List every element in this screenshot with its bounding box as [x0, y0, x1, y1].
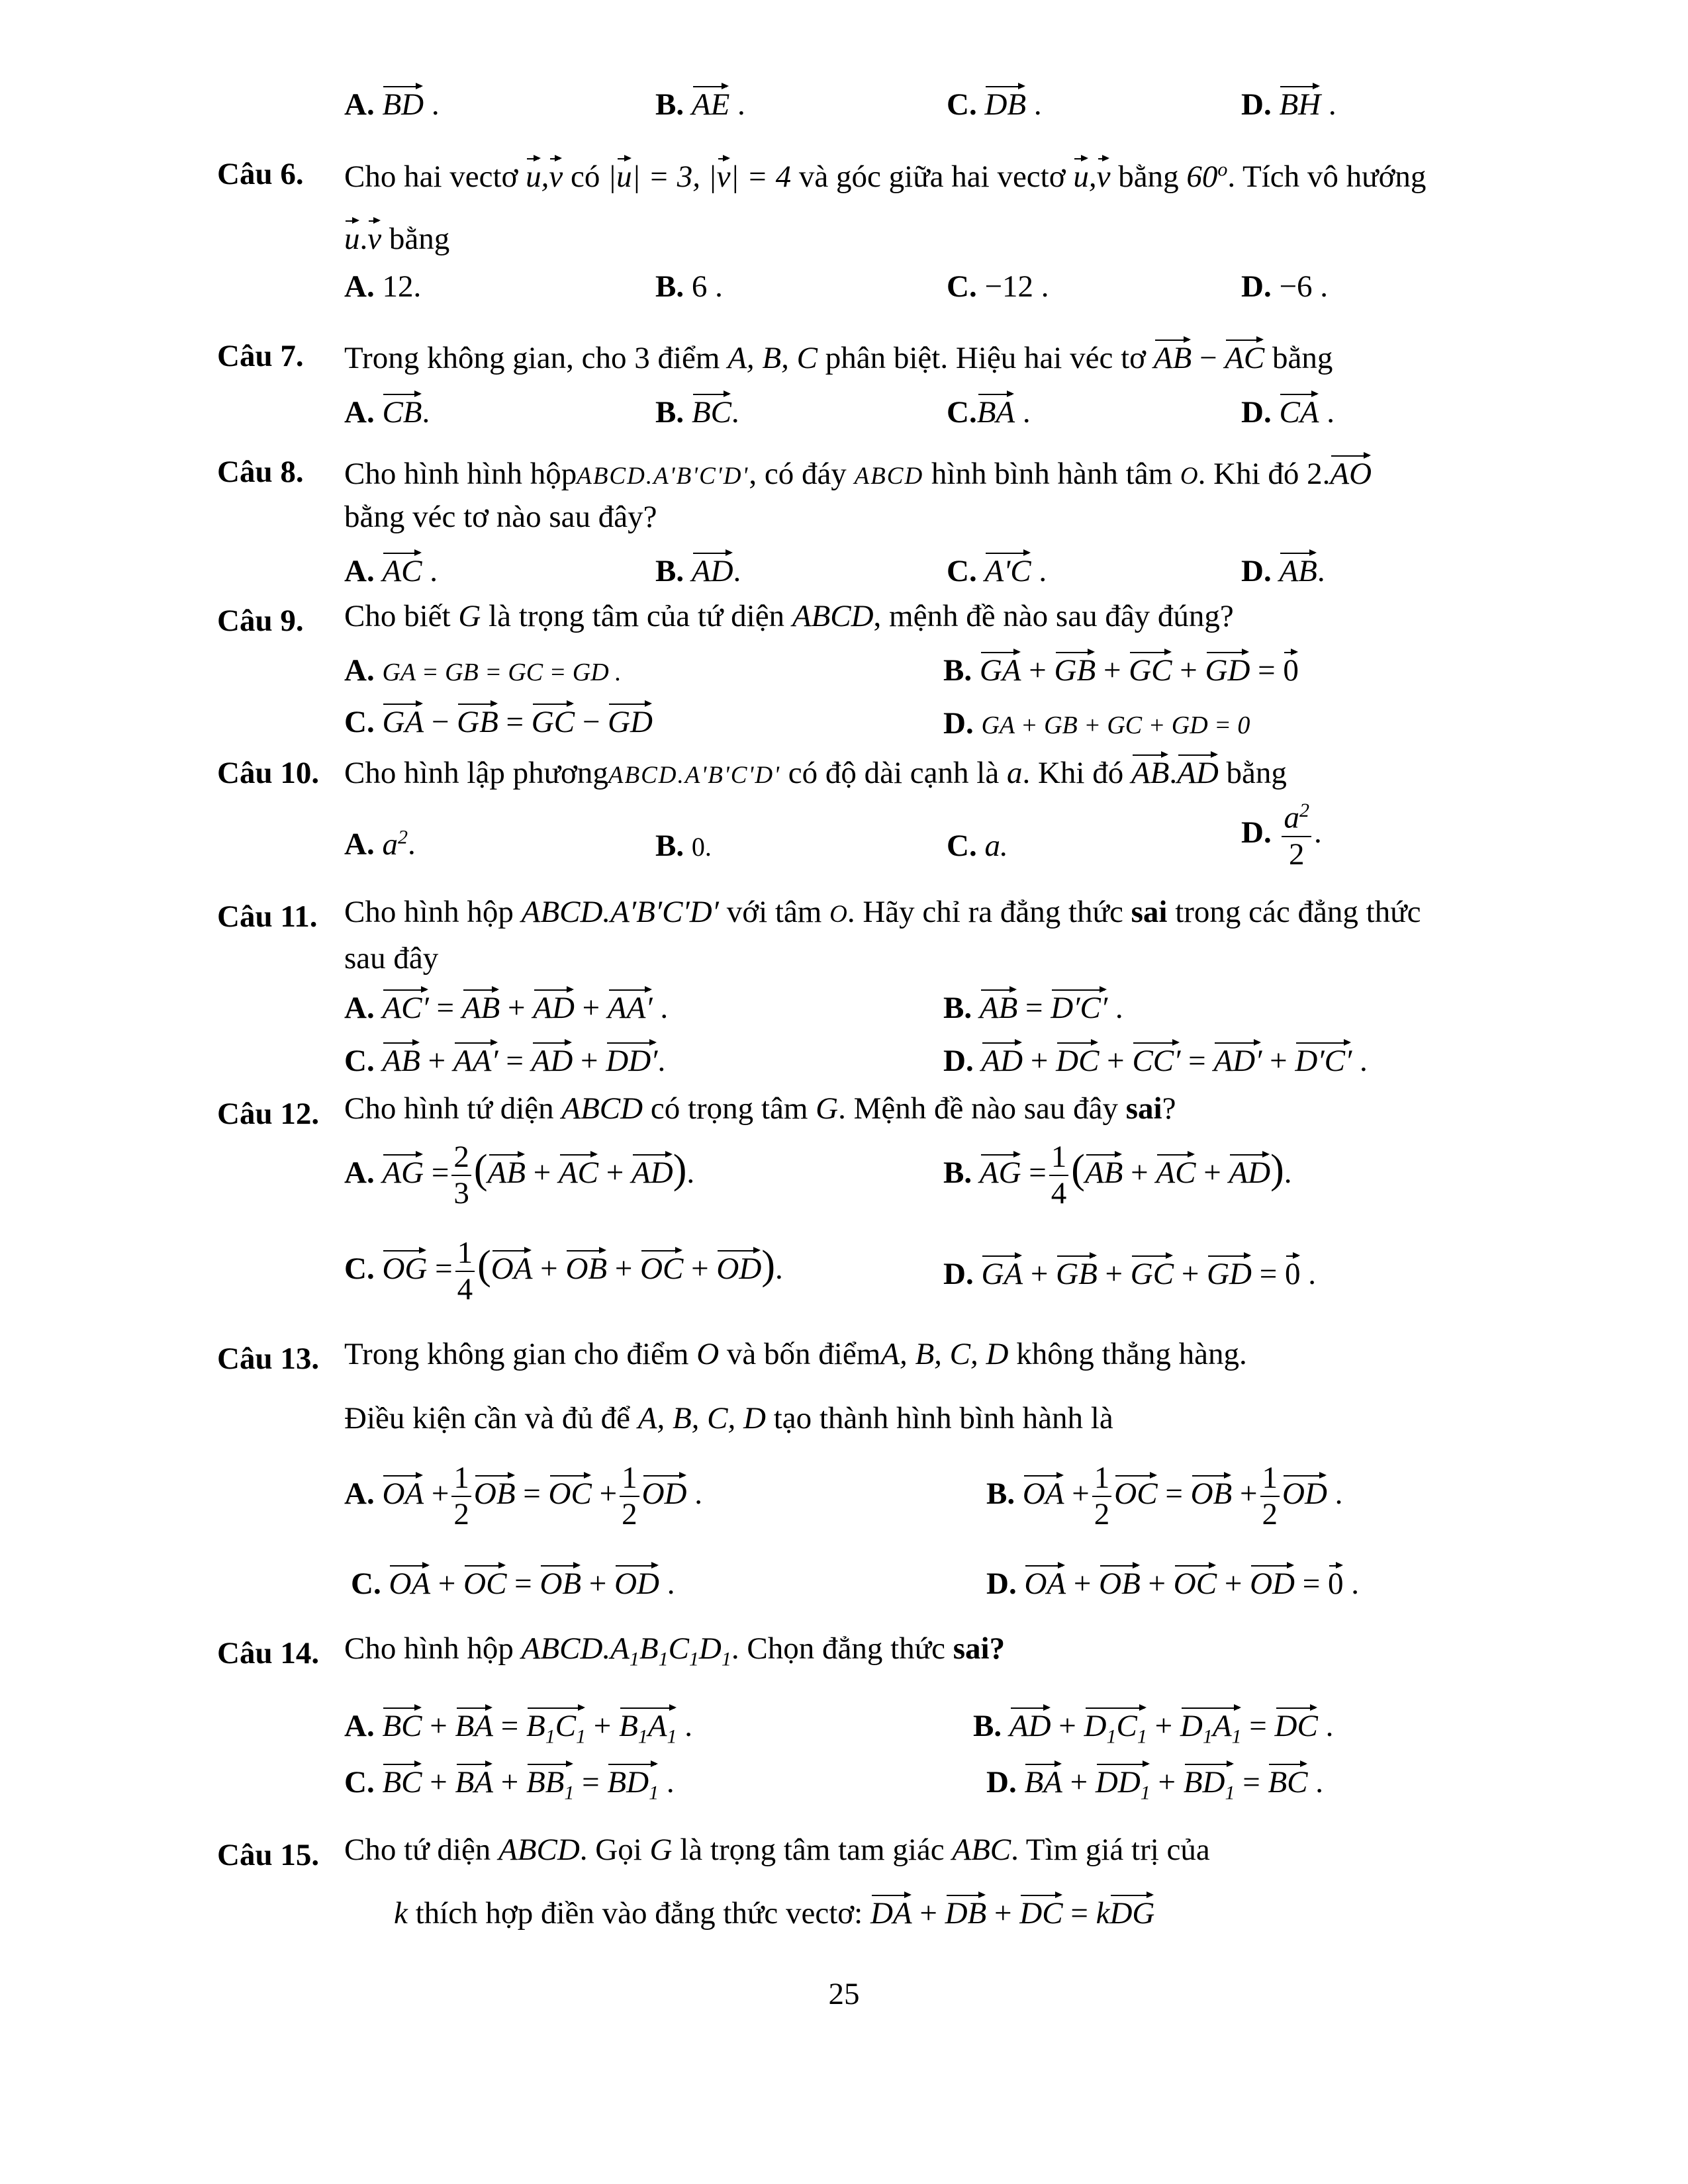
- q8-stem-line1: Cho hình hình hộpABCD.A'B'C'D', có đáy ABCD hình bình hành tâm O. Khi đó 2.AO: [344, 452, 1372, 490]
- q7-option-c: C.BA .: [947, 390, 1031, 428]
- q5-option-c: C. DB .: [947, 83, 1042, 120]
- question-label: Câu 6.: [217, 157, 304, 191]
- q14-option-d: D. BA + $DD_1 + BD_1$ = BC .: [986, 1760, 1323, 1803]
- q13-option-b: B. OA + $\frac{1}{2}$ OC = OB + $\frac{1}{2}$ OD .: [986, 1461, 1343, 1531]
- q9-option-c: C. GA − GB = GC − GD: [344, 700, 653, 738]
- q10-option-d: D. $\frac{a^2}{2}$ .: [1241, 799, 1322, 872]
- q6-option-d: D. −6 .: [1241, 269, 1328, 304]
- page-number: 25: [828, 1977, 860, 2011]
- q9-stem: Cho biết G là trọng tâm của tứ diện ABCD, mệnh đề nào sau đây đúng?: [344, 599, 1234, 633]
- q8-option-a: A. AC .: [344, 549, 438, 587]
- q6-option-c: C. −12 .: [947, 269, 1049, 304]
- q8-option-c: C. A'C .: [947, 549, 1047, 587]
- q8-option-d: D. AB.: [1241, 549, 1325, 587]
- question-label: Câu 12.: [217, 1097, 320, 1131]
- q5-option-b: B. AE .: [655, 83, 745, 120]
- q11-option-d: D. AD + DC + CC′ = AD′ + D′C′ .: [943, 1039, 1368, 1077]
- q13-option-c: C. OA + OC = OB + OD .: [351, 1562, 675, 1600]
- q5-option-a: A. BD .: [344, 83, 440, 120]
- q10-option-a: A. $a^2$.: [344, 826, 416, 862]
- q10-option-c: C. a.: [947, 829, 1008, 863]
- q6-stem-line1: Cho hai vectơ u,v có |u| = 3, |v| = 4 và góc giữa hai vectơ u,v bằng 60$^o$. Tích vô hướng: [344, 155, 1426, 193]
- q7-option-b: B. BC.: [655, 390, 739, 428]
- q11-stem-line2: sau đây: [344, 941, 439, 976]
- q9-option-b: B. GA + GB + GC + GD = 0: [943, 649, 1299, 686]
- question-label: Câu 9.: [217, 604, 304, 638]
- vector: AE: [692, 83, 729, 120]
- q6-option-a: A. 12.: [344, 269, 422, 304]
- q6-stem-line2: u.v bằng: [344, 217, 449, 255]
- q14-option-c: C. BC + BA + $BB_1 = BD_1$ .: [344, 1760, 675, 1803]
- question-label: Câu 11.: [217, 899, 318, 934]
- q11-option-c: C. AB + AA′ = AD + DD′.: [344, 1039, 665, 1077]
- option-label: C.: [947, 87, 977, 122]
- q14-stem: Cho hình hộp $ABCD.A_1B_1C_1D_1$. Chọn đẳng thức sai?: [344, 1631, 1006, 1670]
- q14-option-b: B. AD + $D_1C_1 + D_1A_1$ = DC .: [973, 1704, 1333, 1747]
- q11-option-a: A. AC′ = AB + AD + AA′ .: [344, 986, 668, 1024]
- vector: DB: [984, 83, 1026, 120]
- q12-option-a: A. AG = $\frac{2}{3}$ (AB + AC + AD).: [344, 1140, 695, 1210]
- q15-stem-line2: k thích hợp điền vào đẳng thức vectơ: DA + DB + DC = kDG: [394, 1891, 1154, 1929]
- q9-option-d: D. GA + GB + GC + GD = 0: [943, 706, 1250, 741]
- q13-stem-line2: Điều kiện cần và đủ để A, B, C, D tạo thành hình bình hành là: [344, 1401, 1113, 1435]
- question-label: Câu 13.: [217, 1342, 320, 1376]
- option-label: B.: [655, 87, 684, 122]
- q13-stem-line1: Trong không gian cho điểm O và bốn điểmA, B, C, D không thẳng hàng.: [344, 1337, 1247, 1371]
- question-label: Câu 15.: [217, 1838, 320, 1872]
- q13-option-d: D. OA + OB + OC + OD = 0 .: [986, 1562, 1359, 1600]
- question-label: Câu 10.: [217, 756, 320, 790]
- vector: BD: [382, 83, 424, 120]
- q7-option-a: A. CB.: [344, 390, 430, 428]
- q8-stem-line2: bằng véc tơ nào sau đây?: [344, 500, 657, 534]
- q6-option-b: B. 6 .: [655, 269, 723, 304]
- q12-option-c: C. OG = $\frac{1}{4}$ (OA + OB + OC + OD).: [344, 1236, 783, 1306]
- q12-option-b: B. AG = $\frac{1}{4}$ (AB + AC + AD).: [943, 1140, 1292, 1210]
- q8-option-b: B. AD.: [655, 549, 741, 587]
- question-label: Câu 7.: [217, 339, 304, 373]
- q7-stem: Trong không gian, cho 3 điểm A, B, C phân biệt. Hiệu hai véc tơ AB − AC bằng: [344, 336, 1333, 374]
- q12-stem: Cho hình tứ diện ABCD có trọng tâm G. Mệnh đề nào sau đây sai?: [344, 1091, 1176, 1126]
- question-label: Câu 8.: [217, 455, 304, 489]
- q15-stem-line1: Cho tứ diện ABCD. Gọi G là trọng tâm tam giác ABC. Tìm giá trị của: [344, 1833, 1210, 1867]
- vector: BH: [1279, 83, 1321, 120]
- question-label: Câu 14.: [217, 1636, 320, 1670]
- q14-option-a: A. BC + BA = $B_1C_1 + B_1A_1$ .: [344, 1704, 692, 1747]
- option-label: A.: [344, 87, 375, 122]
- option-label: D.: [1241, 87, 1272, 122]
- q10-stem: Cho hình lập phươngABCD.A'B'C'D' có độ dài cạnh là a. Khi đó AB.AD bằng: [344, 751, 1287, 789]
- q12-option-d: D. GA + GB + GC + GD = 0 .: [943, 1252, 1316, 1290]
- q5-option-d: D. BH .: [1241, 83, 1336, 120]
- q9-option-a: A. GA = GB = GC = GD .: [344, 653, 622, 688]
- q13-option-a: A. OA + $\frac{1}{2}$ OB = OC + $\frac{1}{2}$ OD .: [344, 1461, 702, 1531]
- q10-option-b: B. 0.: [655, 829, 712, 863]
- q11-stem-line1: Cho hình hộp ABCD.A′B′C′D′ với tâm O. Hãy chỉ ra đẳng thức sai trong các đẳng thức: [344, 895, 1421, 929]
- q11-option-b: B. AB = D′C′ .: [943, 986, 1123, 1024]
- q7-option-d: D. CA .: [1241, 390, 1335, 428]
